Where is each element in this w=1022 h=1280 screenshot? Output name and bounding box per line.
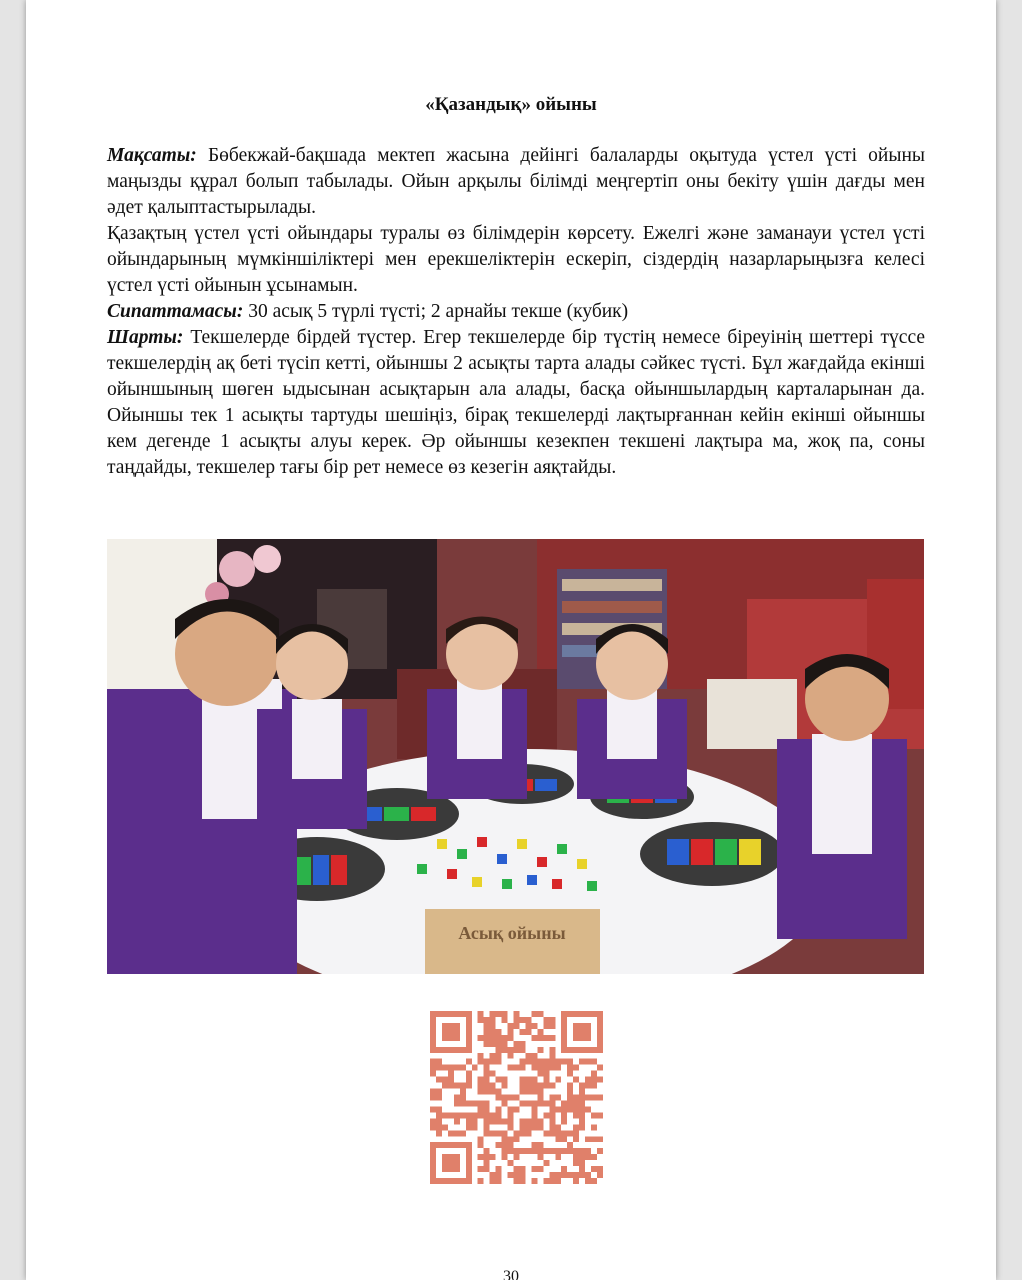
document-page — [26, 0, 996, 1280]
page-number: 30 — [503, 1268, 519, 1280]
goal-paragraph — [107, 143, 925, 221]
sign-text: Асық ойыны — [458, 923, 566, 943]
goal-label: Мақсаты: — [107, 145, 197, 166]
qr-code[interactable] — [430, 1011, 603, 1184]
page-title: «Қазандық» ойыны — [425, 94, 597, 115]
body-text — [107, 143, 925, 481]
description-text: 30 асық 5 түрлі түсті; 2 арнайы текше (кубик) — [243, 301, 629, 322]
intro-paragraph — [107, 221, 925, 299]
intro-text: Қазақтың үстел үсті ойындары туралы өз білімдерін көрсету. Ежелгі және заманауи үстел үсті ойындарының мүмкіншіліктері мен ерекшеліктерін ескеріп, сіздердің назарларыңызға келесі үстел үсті ойынын ұсынамын. — [107, 223, 925, 296]
description-label: Сипаттамасы: — [107, 301, 244, 322]
rules-text: Текшелерде бірдей түстер. Егер текшелерде бір түстің немесе біреуінің шеттері түссе текшелердің ақ беті түсіп кетті, ойыншы 2 асықты тарта алады сәйкес түсті. Бұл жағдайда екінші ойыншының шөген ыдысынан асықтарын ала алады, басқа ойыншылардың карталарынан да. Ойыншы тек 1 асықты тартуды шешіңіз, бірақ текшелерді лақтырғаннан кейін екінші ойыншы кем дегенде 1 асықты алуы керек. Әр ойыншы кезекпен текшені лақтыра ма, жоқ па, соны таңдайды, текшелер тағы бір рет немесе өз кезегін аяқтайды. — [107, 327, 925, 478]
children-playing-photo — [107, 539, 924, 974]
goal-text: Бөбекжай-бақшада мектеп жасына дейінгі балаларды оқытуда үстел үсті ойыны маңызды құрал болып табылады. Ойын арқылы білімді меңгертіп оны бекіту үшін дағды мен әдет қалыптастырылады. — [107, 145, 925, 218]
rules-paragraph — [107, 325, 925, 481]
rules-label: Шарты: — [107, 327, 184, 348]
description-paragraph — [107, 299, 925, 325]
